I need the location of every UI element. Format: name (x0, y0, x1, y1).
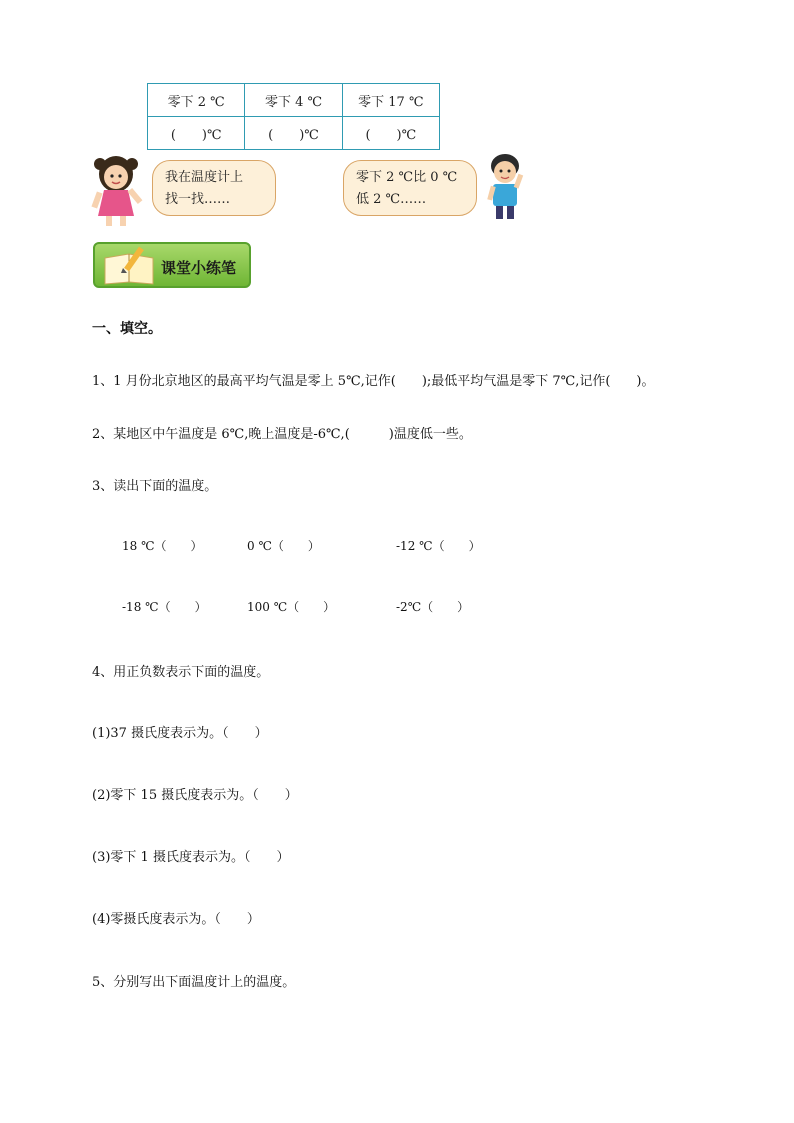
question-4-item: (4)零摄氏度表示为。（ ） (92, 912, 260, 927)
practice-badge (93, 242, 251, 288)
temperature-reading-item: -12 ℃（ ） (396, 539, 481, 553)
question-2: 2、某地区中午温度是 6℃,晚上温度是-6℃,( )温度低一些。 (92, 427, 472, 442)
temperature-reading-item: 0 ℃（ ） (247, 539, 320, 553)
boy-illustration (483, 150, 531, 220)
table-header-row (148, 84, 440, 117)
table-cell: 零下 17 ℃ (342, 84, 439, 117)
table-cell: 零下 4 ℃ (245, 84, 342, 117)
temperature-reading-item: -18 ℃（ ） (122, 600, 207, 614)
temperature-reading-item: -2℃（ ） (396, 600, 470, 614)
table-answer-cell[interactable]: ( )℃ (148, 117, 245, 150)
notebook-pencil-icon (101, 246, 159, 286)
boy-speech-bubble (343, 160, 477, 216)
question-3: 3、读出下面的温度。 (92, 479, 218, 494)
temperature-reading-item: 100 ℃（ ） (247, 600, 336, 614)
question-5: 5、分别写出下面温度计上的温度。 (92, 975, 296, 990)
table-answer-row (148, 117, 440, 150)
bubble-line: 零下 2 ℃比 0 ℃ (356, 170, 458, 185)
section-title: 一、填空。 (92, 321, 162, 337)
question-4-item: (3)零下 1 摄氏度表示为。（ ） (92, 850, 290, 865)
bubble-line: 找一找…… (165, 192, 231, 207)
table-answer-cell[interactable]: ( )℃ (342, 117, 439, 150)
table-answer-cell[interactable]: ( )℃ (245, 117, 342, 150)
question-4: 4、用正负数表示下面的温度。 (92, 665, 270, 680)
table-cell: 零下 2 ℃ (148, 84, 245, 117)
question-1: 1、1 月份北京地区的最高平均气温是零上 5℃,记作( );最低平均气温是零下 7℃,记作( )。 (92, 374, 655, 389)
bubble-line: 低 2 ℃…… (356, 192, 427, 207)
question-4-item: (1)37 摄氏度表示为。（ ） (92, 726, 268, 741)
girl-illustration (90, 150, 146, 228)
temperature-table (147, 83, 440, 150)
badge-label: 课堂小练笔 (161, 259, 237, 277)
question-4-item: (2)零下 15 摄氏度表示为。（ ） (92, 788, 298, 803)
girl-speech-bubble (152, 160, 276, 216)
bubble-line: 我在温度计上 (165, 170, 244, 185)
temperature-reading-item: 18 ℃（ ） (122, 539, 203, 553)
